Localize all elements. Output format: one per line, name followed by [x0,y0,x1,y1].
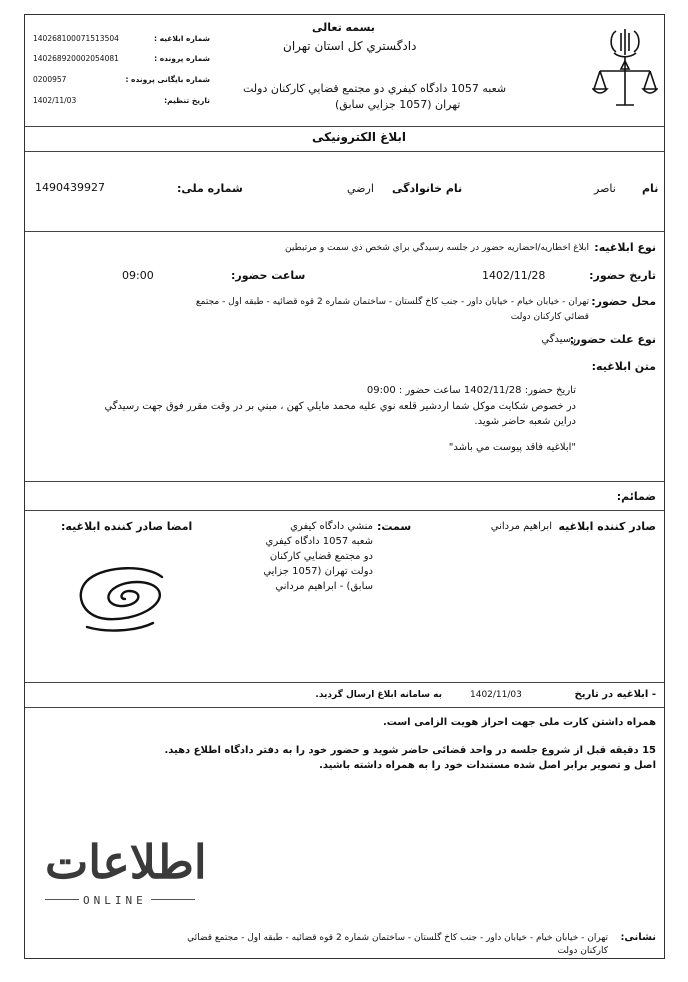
attachments-label: ضمائم: [616,490,656,503]
issue-date-label: تاریخ تنظیم: [164,96,210,105]
note-line-3: اصل و تصوير برابر اصل شده مستندات خود را به همراه داشته باشيد. [319,760,656,771]
branch-line-2: تهران (1057 جزايي سابق) [335,98,461,111]
judiciary-emblem-icon [592,25,658,115]
archive-number-label: شماره بایگانی پرونده : [125,75,210,84]
case-number-value: 140268920002054081 [33,54,119,63]
name-value: ناصر [594,182,616,195]
doc-title: ابلاغ الكترونيكی [312,130,407,144]
notice-number-label: شماره ابلاغیه : [153,34,210,43]
national-id-value: 1490439927 [35,181,105,194]
place-value-line-2: قضائي كاركنان دولت [510,312,589,322]
issue-date-value: 1402/11/03 [33,96,77,105]
text-line-1: تاريخ حضور: 1402/11/28 ساعت حضور : 09:00 [366,385,576,396]
text-line-3: دراين شعبه حاضر شويد. [474,416,576,427]
divider [25,126,664,127]
notice-page [24,14,665,959]
watermark-sub: ONLINE [79,894,151,907]
archive-number-value: 0200957 [33,75,67,84]
place-value-line-1: تهران - خيابان خيام - خيابان داور - جنب كاخ گلستان - ساختمان شماره 2 قوه قضائيه - طبقه اول - مجتمع [195,297,589,307]
issuer-value: ابراهيم مرداني [490,521,552,532]
name-label: نام [642,182,659,195]
type-value: ابلاغ اخطاريه/احضاريه حضور در جلسه رسيدگي براي شخص ذي سمت و مرتبطين [285,243,589,253]
notice-number-value: 140268100071513504 [33,34,119,43]
family-value: ارضي [347,182,374,195]
basmala: بسمه تعالی [312,21,375,34]
case-number-label: شماره پرونده : [154,54,210,63]
cause-label: نوع علت حضور: [569,333,656,346]
divider [25,151,664,152]
place-label: محل حضور: [591,295,656,308]
divider [25,510,664,511]
type-label: نوع ابلاغیه: [594,241,656,254]
watermark-main: اطلاعات [45,835,207,889]
delivery-date: 1402/11/03 [470,690,522,700]
cause-value: رسيدگي [541,334,576,345]
branch-line-1: شعبه 1057 دادگاه كيفري دو مجتمع قضايي كاركنان دولت [243,82,507,95]
divider [25,481,664,482]
address-label: نشانی: [620,932,656,943]
signature-label: امضا صادر کننده ابلاغیه: [61,520,193,533]
divider [25,682,664,683]
text-line-2: در خصوص شكايت موكل شما اردشير قلعه نوي عليه محمد مايلي كهن ، مبني بر در وقت مقرر فوق جهت رسيدگي [104,401,576,412]
role-line-4: دولت تهران (1057 جزايي [263,566,373,577]
address-line-1: تهران - خيابان خيام - خيابان داور - جنب كاخ گلستان - ساختمان شماره 2 قوه قضائيه - طبقه اول - مجتمع قضائي [187,933,608,943]
signature-image [67,557,187,637]
issuer-label: صادر کننده ابلاغیه [558,520,656,533]
text-line-4: "ابلاغيه فاقد پيوست مي باشد" [448,442,576,453]
role-line-2: شعبه 1057 دادگاه كيفري [265,536,373,547]
delivery-suffix: به سامانه ابلاغ ارسال گردید. [315,690,442,700]
national-id-label: شماره ملی: [177,182,243,195]
divider [25,707,664,708]
date-value: 1402/11/28 [482,269,546,282]
time-label: ساعت حضور: [231,269,306,282]
family-label: نام خانوادگی [392,182,463,195]
divider [25,231,664,232]
time-value: 09:00 [122,269,154,282]
org-name: دادگستري كل استان تهران [283,39,417,53]
role-line-1: منشي دادگاه كيفري [290,521,373,532]
text-label: متن ابلاغیه: [591,360,656,373]
delivery-prefix: - ابلاغیه در تاریخ [574,689,656,700]
note-line-1: همراه داشتن كارت ملی جهت احراز هويت الزامی است. [382,717,656,728]
role-line-5: سابق) - ابراهيم مرداني [275,581,373,592]
role-label: سمت: [377,520,412,533]
address-line-2: كاركنان دولت [557,946,608,956]
role-line-3: دو مجتمع قضايي كاركنان [269,551,373,562]
note-line-2: 15 دقيقه قبل از شروع جلسه در واحد قضائی حاضر شويد و حضور خود را به دفتر دادگاه اطلاع دهيد. [164,745,656,756]
date-label: تاریخ حضور: [589,269,656,282]
